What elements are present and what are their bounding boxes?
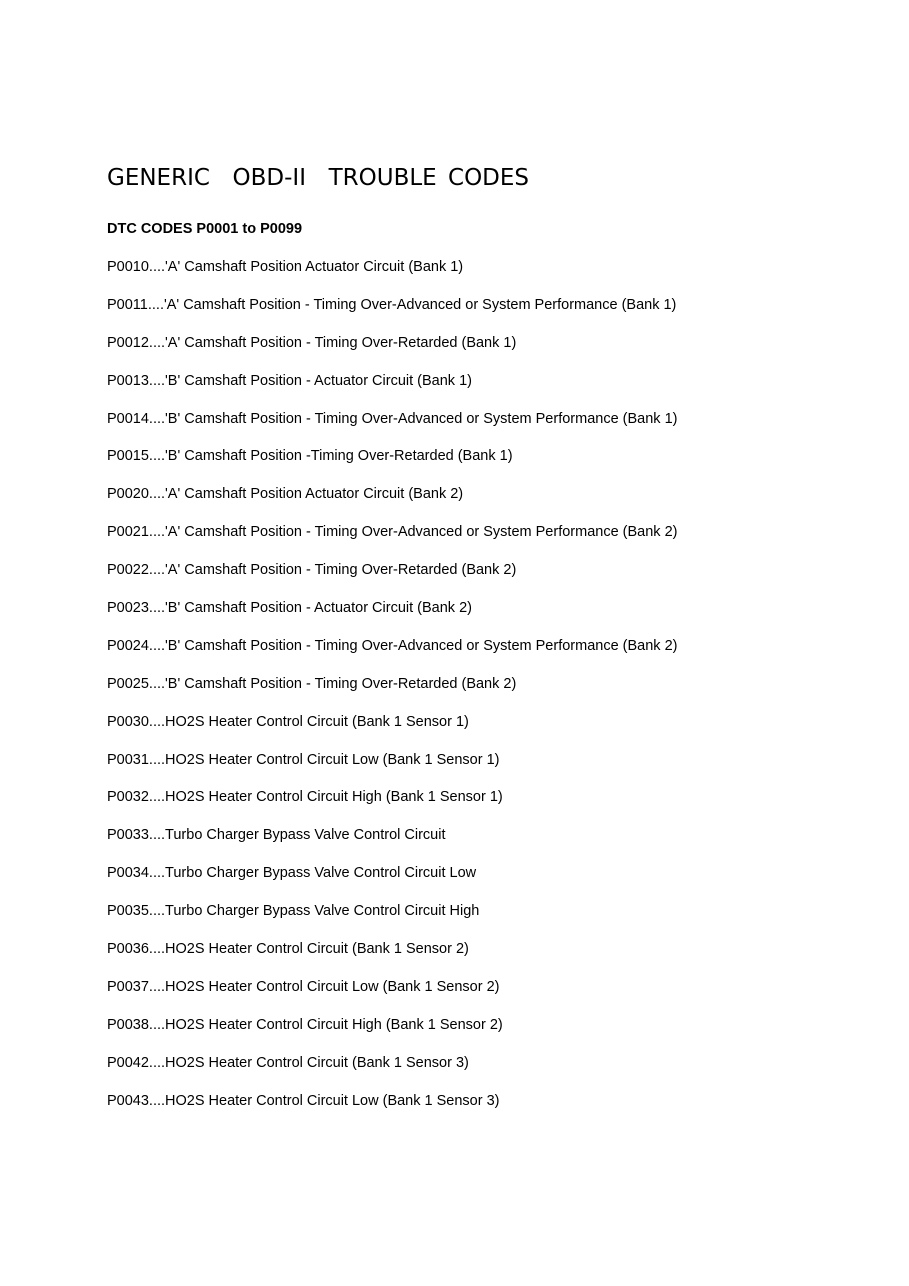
trouble-code-entry: P0023....'B' Camshaft Position - Actuator Circuit (Bank 2) [107, 600, 472, 617]
trouble-code-entry: P0011....'A' Camshaft Position - Timing Over-Advanced or System Performance (Bank 1) [107, 296, 677, 313]
trouble-code-entry: P0036....HO2S Heater Control Circuit (Bank 1 Sensor 2) [107, 941, 469, 958]
trouble-code-entry: P0031....HO2S Heater Control Circuit Low (Bank 1 Sensor 1) [107, 751, 500, 768]
trouble-code-entry: P0022....'A' Camshaft Position - Timing Over-Retarded (Bank 2) [107, 562, 517, 579]
trouble-code-entry: P0038....HO2S Heater Control Circuit High (Bank 1 Sensor 2) [107, 1016, 503, 1033]
section-heading: DTC CODES P0001 to P0099 [107, 221, 303, 237]
trouble-code-entry: P0035....Turbo Charger Bypass Valve Control Circuit High [107, 903, 480, 920]
trouble-code-entry: P0032....HO2S Heater Control Circuit High (Bank 1 Sensor 1) [107, 789, 503, 806]
trouble-code-entry: P0014....'B' Camshaft Position - Timing Over-Advanced or System Performance (Bank 1) [107, 410, 678, 427]
trouble-code-list [107, 257, 677, 1128]
trouble-code-entry: P0030....HO2S Heater Control Circuit (Bank 1 Sensor 1) [107, 713, 469, 730]
trouble-code-entry: P0033....Turbo Charger Bypass Valve Control Circuit [107, 827, 446, 844]
trouble-code-entry: P0024....'B' Camshaft Position - Timing Over-Advanced or System Performance (Bank 2) [107, 637, 678, 654]
trouble-code-entry: P0013....'B' Camshaft Position - Actuator Circuit (Bank 1) [107, 372, 472, 389]
trouble-code-entry: P0012....'A' Camshaft Position - Timing Over-Retarded (Bank 1) [107, 334, 517, 351]
trouble-code-entry: P0043....HO2S Heater Control Circuit Low (Bank 1 Sensor 3) [107, 1092, 500, 1109]
trouble-code-entry: P0020....'A' Camshaft Position Actuator Circuit (Bank 2) [107, 486, 464, 503]
trouble-code-entry: P0037....HO2S Heater Control Circuit Low (Bank 1 Sensor 2) [107, 978, 500, 995]
trouble-code-entry: P0021....'A' Camshaft Position - Timing Over-Advanced or System Performance (Bank 2) [107, 524, 678, 541]
trouble-code-entry: P0015....'B' Camshaft Position -Timing Over-Retarded (Bank 1) [107, 448, 513, 465]
trouble-code-entry: P0042....HO2S Heater Control Circuit (Bank 1 Sensor 3) [107, 1054, 469, 1071]
trouble-code-entry: P0034....Turbo Charger Bypass Valve Control Circuit Low [107, 865, 477, 882]
trouble-code-entry: P0010....'A' Camshaft Position Actuator Circuit (Bank 1) [107, 259, 464, 275]
trouble-code-entry: P0025....'B' Camshaft Position - Timing Over-Retarded (Bank 2) [107, 675, 517, 692]
page-title: GENERIC OBD-II TROUBLE CODES [107, 165, 530, 191]
